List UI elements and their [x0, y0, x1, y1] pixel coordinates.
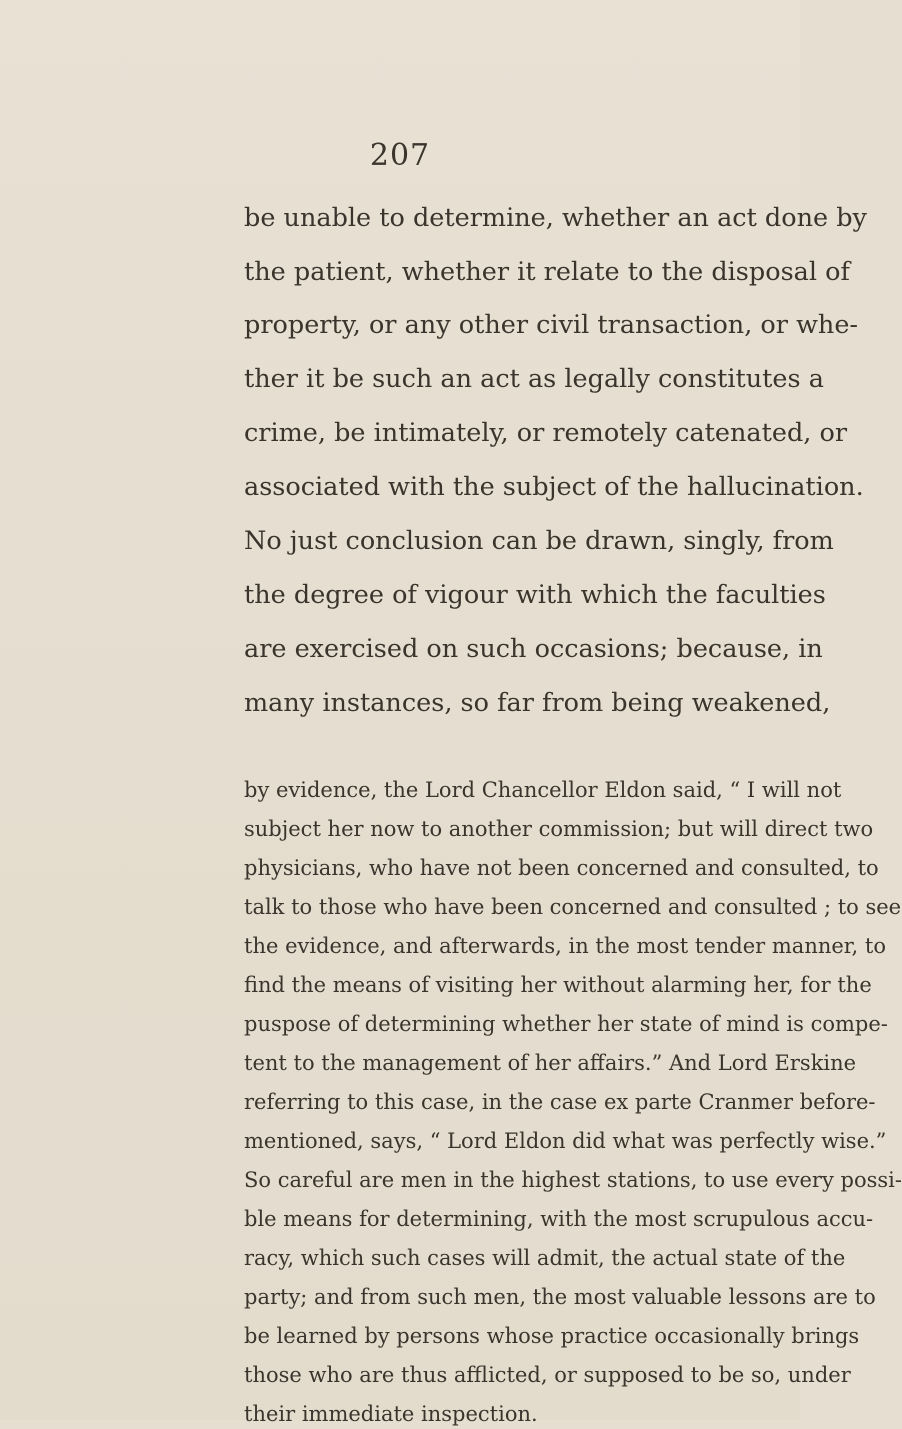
page-number: 207	[369, 138, 431, 173]
text-line: No just conclusion can be drawn, singly, from	[244, 526, 834, 556]
text-line: find the means of visiting her without alarming her, for the	[244, 973, 872, 997]
text-line: by evidence, the Lord Chancellor Eldon said, “ I will not	[244, 778, 842, 802]
text-line: puspose of determining whether her state of mind is compe-	[244, 1012, 888, 1036]
text-line: ble means for determining, with the most scrupulous accu-	[244, 1207, 874, 1231]
text-line: mentioned, says, “ Lord Eldon did what was perfectly wise.”	[244, 1129, 887, 1153]
text-line: the evidence, and afterwards, in the most tender manner, to	[244, 934, 886, 958]
text-line: are exercised on such occasions; because, in	[244, 634, 823, 664]
text-line: talk to those who have been concerned and consulted ; to see	[244, 895, 902, 919]
text-line: racy, which such cases will admit, the actual state of the	[244, 1246, 846, 1270]
text-line: property, or any other civil transaction, or whe-	[244, 310, 859, 340]
text-line: those who are thus afflicted, or supposed to be so, under	[244, 1363, 851, 1387]
text-line: be unable to determine, whether an act done by	[244, 203, 867, 233]
text-line: physicians, who have not been concerned and consulted, to	[244, 856, 879, 880]
text-line: crime, be intimately, or remotely catenated, or	[244, 418, 848, 448]
text-line: the degree of vigour with which the faculties	[244, 580, 826, 610]
text-line: subject her now to another commission; but will direct two	[244, 817, 874, 841]
text-line: the patient, whether it relate to the disposal of	[244, 257, 850, 287]
text-line: many instances, so far from being weakened,	[244, 688, 831, 718]
text-line: referring to this case, in the case ex parte Cranmer before-	[244, 1090, 876, 1114]
text-line: ther it be such an act as legally constitutes a	[244, 364, 824, 394]
text-line: associated with the subject of the hallucination.	[244, 472, 864, 502]
text-line: tent to the management of her affairs.” And Lord Erskine	[244, 1051, 857, 1075]
text-line: be learned by persons whose practice occasionally brings	[244, 1324, 860, 1348]
text-line: So careful are men in the highest stations, to use every possi-	[244, 1168, 902, 1192]
text-line: party; and from such men, the most valuable lessons are to	[244, 1285, 876, 1309]
text-line-last: their immediate inspection.	[244, 1402, 538, 1426]
